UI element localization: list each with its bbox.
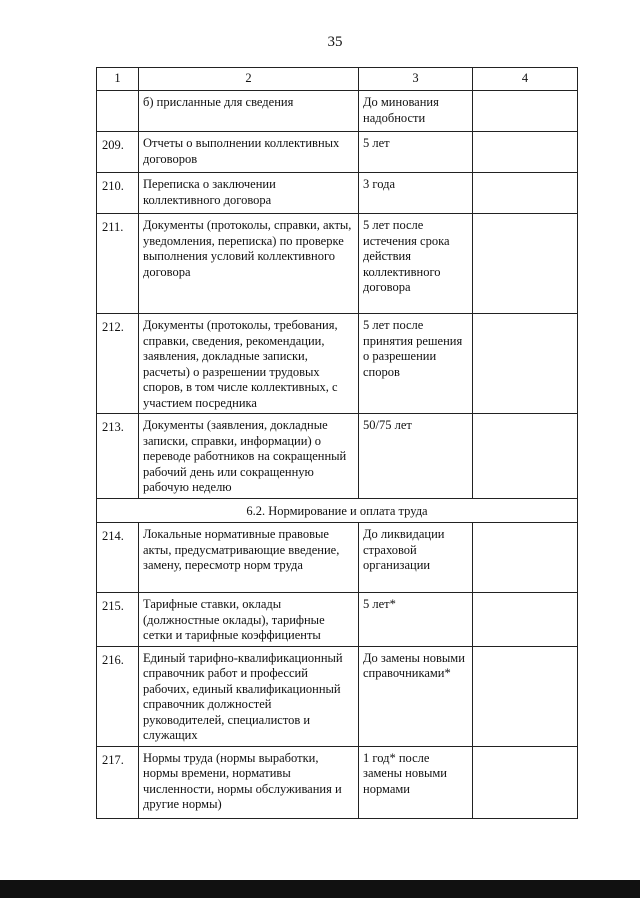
note xyxy=(473,523,578,593)
table-row xyxy=(97,523,578,593)
row-number: 217. xyxy=(97,746,139,818)
retention-term: 50/75 лет xyxy=(359,414,473,499)
retention-table xyxy=(96,67,578,819)
row-number: 210. xyxy=(97,173,139,214)
note xyxy=(473,173,578,214)
header-col-4: 4 xyxy=(473,68,578,91)
retention-term: До ликвидации страховой организации xyxy=(359,523,473,593)
document-type: Отчеты о выполнении коллективных договоров xyxy=(139,132,359,173)
page-number: 35 xyxy=(327,34,343,50)
note xyxy=(473,132,578,173)
document-type: Единый тарифно-квалификационный справочник работ и профессий рабочих, единый квалификационный справочник должностей руководителей, специалистов и служащих xyxy=(139,646,359,746)
retention-term: 5 лет* xyxy=(359,593,473,647)
table-row xyxy=(97,91,578,132)
header-row xyxy=(97,68,578,91)
note xyxy=(473,646,578,746)
document-type: Тарифные ставки, оклады (должностные оклады), тарифные сетки и тарифные коэффициенты xyxy=(139,593,359,647)
table-row xyxy=(97,173,578,214)
retention-term: 1 год* после замены новыми нормами xyxy=(359,746,473,818)
table-row xyxy=(97,314,578,414)
note xyxy=(473,214,578,314)
document-type: б) присланные для сведения xyxy=(139,91,359,132)
row-number: 211. xyxy=(97,214,139,314)
note xyxy=(473,414,578,499)
row-number: 209. xyxy=(97,132,139,173)
document-type: Документы (протоколы, требования, справки, сведения, рекомендации, заявления, докладные записки, расчеты) о разрешении трудовых споров, в том числе коллективных, с участием посредника xyxy=(139,314,359,414)
header-col-3: 3 xyxy=(359,68,473,91)
document-type: Локальные нормативные правовые акты, предусматривающие введение, замену, пересмотр норм труда xyxy=(139,523,359,593)
row-number xyxy=(97,91,139,132)
row-number: 215. xyxy=(97,593,139,647)
row-number: 212. xyxy=(97,314,139,414)
retention-term: 5 лет xyxy=(359,132,473,173)
note xyxy=(473,746,578,818)
row-number: 216. xyxy=(97,646,139,746)
section-row xyxy=(97,498,578,523)
note xyxy=(473,314,578,414)
header-col-2: 2 xyxy=(139,68,359,91)
section-title: 6.2. Нормирование и оплата труда xyxy=(97,498,578,523)
header-col-1: 1 xyxy=(97,68,139,91)
table-row xyxy=(97,646,578,746)
table-row xyxy=(97,746,578,818)
retention-term: 5 лет после истечения срока действия коллективного договора xyxy=(359,214,473,314)
retention-term: До замены новыми справочниками* xyxy=(359,646,473,746)
document-type: Нормы труда (нормы выработки, нормы времени, нормативы численности, нормы обслуживания и другие нормы) xyxy=(139,746,359,818)
table-row xyxy=(97,593,578,647)
retention-term: До минования надобности xyxy=(359,91,473,132)
row-number: 213. xyxy=(97,414,139,499)
scan-edge xyxy=(0,880,640,898)
document-type: Документы (заявления, докладные записки, справки, информации) о переводе работников на сокращенный рабочий день или сокращенную рабочую неделю xyxy=(139,414,359,499)
retention-term: 5 лет после принятия решения о разрешении споров xyxy=(359,314,473,414)
retention-term: 3 года xyxy=(359,173,473,214)
document-type: Документы (протоколы, справки, акты, уведомления, переписка) по проверке выполнения условий коллективного договора xyxy=(139,214,359,314)
table-row xyxy=(97,214,578,314)
row-number: 214. xyxy=(97,523,139,593)
note xyxy=(473,91,578,132)
table-row xyxy=(97,132,578,173)
note xyxy=(473,593,578,647)
table-row xyxy=(97,414,578,499)
document-type: Переписка о заключении коллективного договора xyxy=(139,173,359,214)
